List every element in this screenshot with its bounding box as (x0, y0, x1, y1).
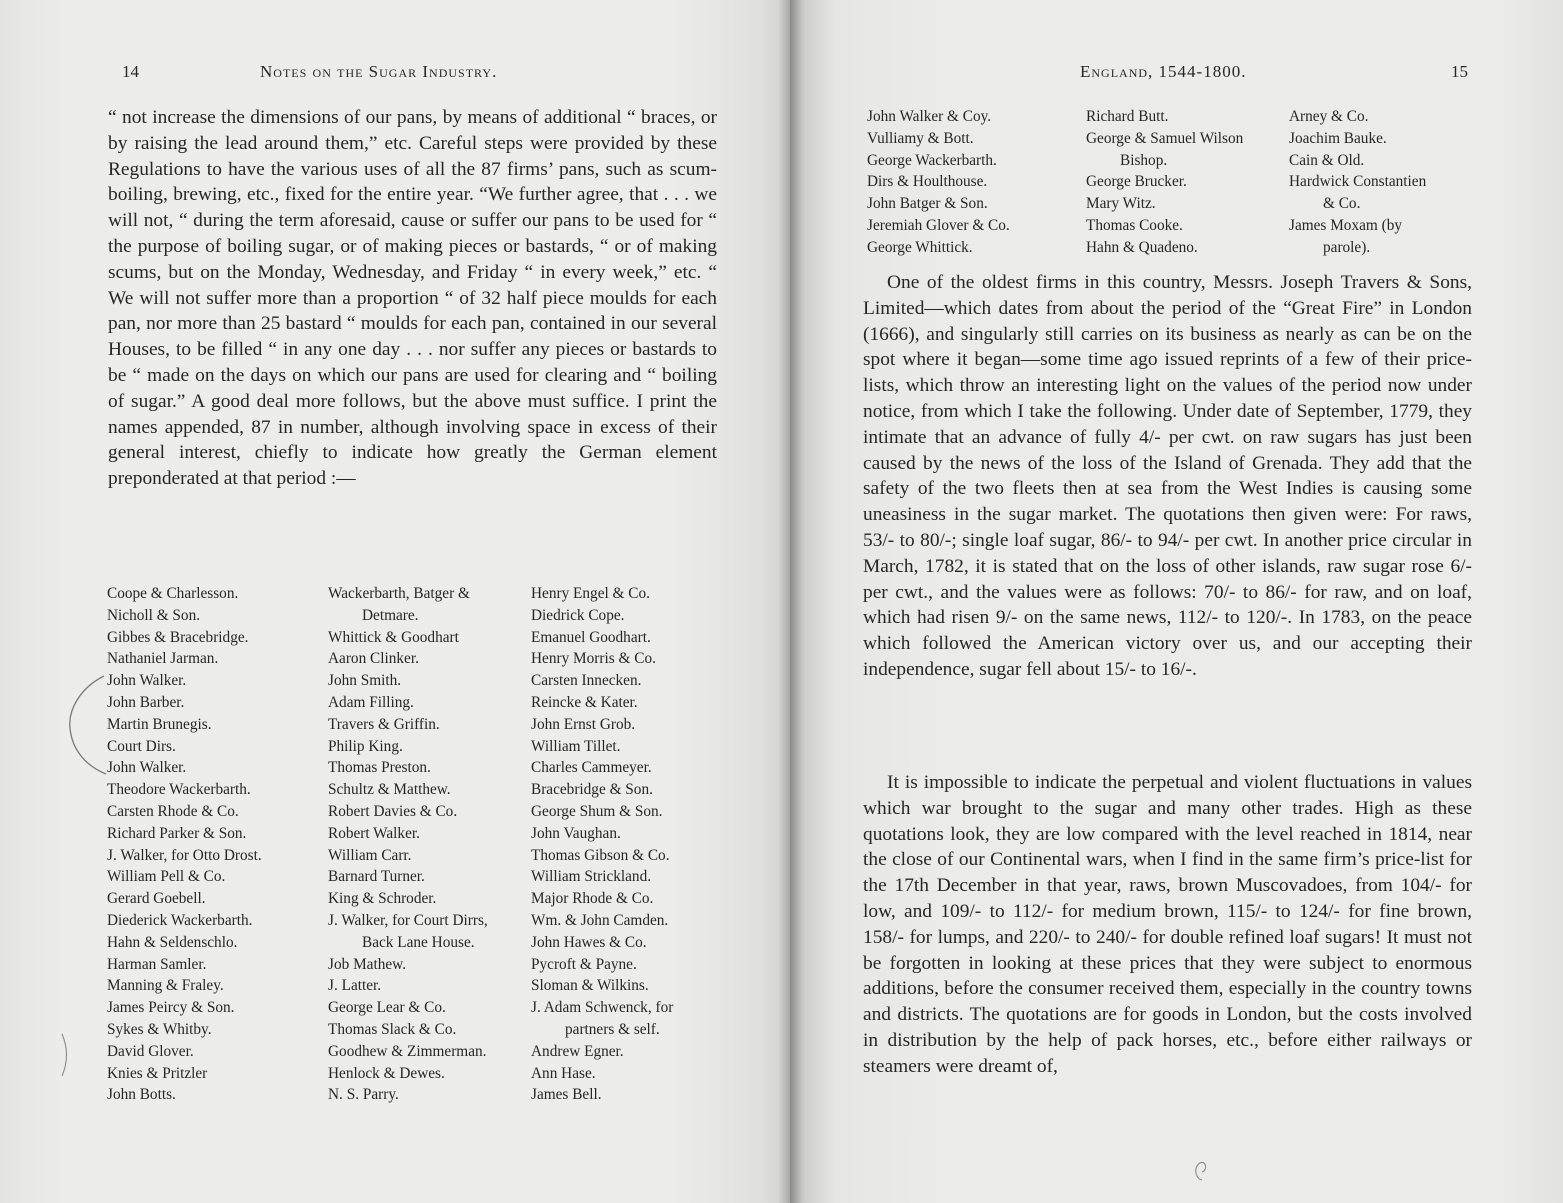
name-entry: J. Adam Schwenck, for (531, 999, 674, 1017)
name-entry: William Carr. (328, 846, 412, 864)
pencil-scribble-mark (1190, 1158, 1212, 1184)
right-page (790, 0, 1563, 1203)
name-entry: Thomas Cooke. (1086, 216, 1183, 234)
left-running-title: Notes on the Sugar Industry. (260, 62, 498, 81)
name-entry-continuation: & Co. (1323, 195, 1361, 213)
left-body-paragraph: “ not increase the dimensions of our pans, by means of additional “ braces, or by raising the lead around them,” etc. Careful steps were provided by these Regulations to have the various uses of all the 87 firms’ pans, such as scum-boiling, brewing, etc., fixed for the entire year. “We further agree, that . . . we will not, “ during the term aforesaid, cause or suffer our pans to be used for “ the purpose of boiling sugar, or of making pieces or bastards, “ or of making scums, but on the Monday, Wednesday, and Friday “ in every week,” etc. “ We will not suffer more than a proportion “ of 32 half piece moulds for each pan, nor more than 25 bastard “ moulds for each pan, contained in our several Houses, to be filled “ in any one day . . . nor suffer any pieces or bastards to be “ made on the days on which our pans are used for clearing and “ boiling of sugar.” A good deal more follows, but the above must suffice. I print the names appended, 87 in number, although involving space in excess of their general interest, chiefly to indicate how greatly the German element preponderated at that period :— (108, 107, 717, 490)
name-entry: Thomas Slack & Co. (328, 1020, 457, 1038)
name-entry: Philip King. (328, 737, 403, 755)
names-column-1 (107, 583, 262, 1106)
name-entry: Jeremiah Glover & Co. (867, 216, 1010, 234)
name-entry: Robert Walker. (328, 824, 420, 842)
name-entry-continuation: Bishop. (1120, 151, 1168, 169)
name-entry: John Vaughan. (531, 824, 621, 842)
name-entry: William Strickland. (531, 868, 652, 886)
name-entry: Gibbes & Bracebridge. (107, 628, 249, 646)
name-entry: Sykes & Whitby. (107, 1020, 212, 1038)
name-entry: James Bell. (531, 1086, 602, 1104)
name-entry: Thomas Gibson & Co. (531, 846, 670, 864)
name-entry: John Walker. (107, 672, 187, 690)
name-entry: George Whittick. (867, 238, 973, 256)
name-entry: George Shum & Son. (531, 802, 663, 820)
name-entry: Dirs & Houlthouse. (867, 173, 988, 191)
name-entry: Adam Filling. (328, 693, 414, 711)
name-entry: Diedrick Cope. (531, 606, 625, 624)
name-entry: James Peircy & Son. (107, 999, 235, 1017)
name-entry: John Hawes & Co. (531, 933, 647, 951)
name-entry: Mary Witz. (1086, 195, 1156, 213)
names-column-6 (1289, 106, 1426, 259)
name-entry: George Lear & Co. (328, 999, 446, 1017)
name-entry: John Walker & Coy. (867, 108, 992, 125)
name-entry: Carsten Rhode & Co. (107, 802, 239, 820)
name-entry: Henlock & Dewes. (328, 1064, 445, 1082)
name-entry: Barnard Turner. (328, 868, 425, 886)
name-entry: Robert Davies & Co. (328, 802, 458, 820)
pencil-stroke-mark (58, 1030, 72, 1080)
name-entry: King & Schroder. (328, 890, 437, 908)
name-entry: Nathaniel Jarman. (107, 650, 219, 668)
name-entry: Bracebridge & Son. (531, 781, 653, 799)
name-entry: Pycroft & Payne. (531, 955, 637, 973)
name-entry: Whittick & Goodhart (328, 628, 459, 646)
name-entry: Reincke & Kater. (531, 693, 638, 711)
name-entry: N. S. Parry. (328, 1086, 399, 1104)
name-entry: Goodhew & Zimmerman. (328, 1042, 487, 1060)
name-entry: Knies & Pritzler (107, 1064, 208, 1082)
name-entry: Charles Cammeyer. (531, 759, 652, 777)
right-running-title: England, 1544-1800. (1080, 62, 1247, 81)
name-entry: James Moxam (by (1289, 216, 1403, 234)
name-entry: Martin Brunegis. (107, 715, 212, 733)
name-entry: Wm. & John Camden. (531, 911, 669, 929)
name-entry: George Wackerbarth. (867, 151, 997, 169)
name-entry: Richard Butt. (1086, 108, 1169, 125)
names-column-2 (328, 583, 488, 1106)
name-entry: Joachim Bauke. (1289, 129, 1387, 147)
name-entry: John Walker. (107, 759, 187, 777)
name-entry: Henry Engel & Co. (531, 585, 650, 602)
right-page-number: 15 (1451, 62, 1468, 81)
name-entry: Aaron Clinker. (328, 650, 419, 668)
name-entry-continuation: partners & self. (565, 1020, 660, 1038)
name-entry: John Barber. (107, 693, 185, 711)
name-entry: David Glover. (107, 1042, 194, 1060)
name-entry: Emanuel Goodhart. (531, 628, 651, 646)
name-entry: William Tillet. (531, 737, 621, 755)
name-entry: Diederick Wackerbarth. (107, 911, 253, 929)
name-entry: John Smith. (328, 672, 402, 690)
name-entry: Hahn & Seldenschlo. (107, 933, 238, 951)
name-entry: Henry Morris & Co. (531, 650, 656, 668)
name-entry: Coope & Charlesson. (107, 585, 239, 602)
name-entry: Carsten Innecken. (531, 672, 642, 690)
name-entry: Gerard Goebell. (107, 890, 206, 908)
name-entry: Cain & Old. (1289, 151, 1365, 169)
name-entry: J. Walker, for Otto Drost. (107, 846, 262, 864)
name-entry: Sloman & Wilkins. (531, 977, 649, 995)
name-entry: John Botts. (107, 1086, 176, 1104)
name-entry: Arney & Co. (1289, 108, 1369, 125)
name-entry: Nicholl & Son. (107, 606, 201, 624)
name-entry: John Ernst Grob. (531, 715, 636, 733)
name-entry: Ann Hase. (531, 1064, 596, 1082)
name-entry: Richard Parker & Son. (107, 824, 247, 842)
name-entry: Schultz & Matthew. (328, 781, 451, 799)
name-entry: John Batger & Son. (867, 195, 988, 213)
name-entry: J. Latter. (328, 977, 382, 995)
name-entry: William Pell & Co. (107, 868, 226, 886)
name-entry-continuation: Back Lane House. (362, 933, 475, 951)
pencil-bracket-mark (58, 670, 118, 780)
name-entry-continuation: parole). (1323, 238, 1371, 256)
name-entry: Vulliamy & Bott. (867, 129, 974, 147)
names-column-5 (1086, 106, 1243, 259)
names-column-3 (531, 583, 673, 1106)
name-entry: Hardwick Constantien (1289, 173, 1427, 191)
name-entry: Wackerbarth, Batger & (328, 585, 470, 602)
left-page-number: 14 (122, 62, 139, 81)
name-entry: Manning & Fraley. (107, 977, 224, 995)
name-entry: Court Dirs. (107, 737, 176, 755)
name-entry: Travers & Griffin. (328, 715, 440, 733)
right-body-paragraph-2: It is impossible to indicate the perpetual and violent fluctuations in values which war brought to the sugar and many other trades. High as these quotations look, they are low compared with the level reached in 1814, near the close of our Continental wars, when I find in the same firm’s price-list for the 17th December in that year, raws, brown Muscovadoes, from 104/- for low, and 109/- to 112/- for medium brown, 115/- to 124/- for fine brown, 158/- for lumps, and 220/- to 240/- for double refined loaf sugars! It must not be forgotten in looking at these prices that they were subject to enormous additions, before the consumer received them, especially in the country towns and districts. The quotations are for goods in London, but the costs involved in distribution by the help of pack horses, etc., before either railways or steamers were dreamt of, (863, 772, 1472, 1077)
name-entry: George & Samuel Wilson (1086, 129, 1244, 147)
name-entry-continuation: Detmare. (362, 606, 419, 624)
right-running-head (884, 62, 1468, 86)
left-running-head (122, 62, 718, 86)
name-entry: Andrew Egner. (531, 1042, 624, 1060)
name-entry: Thomas Preston. (328, 759, 431, 777)
name-entry: Job Mathew. (328, 955, 407, 973)
name-entry: Major Rhode & Co. (531, 890, 654, 908)
right-body-paragraph-1: One of the oldest firms in this country, Messrs. Joseph Travers & Sons, Limited—which dates from about the period of the “Great Fire” in London (1666), and singularly still carries on its business as nearly as can be on the spot where it began—some time ago issued reprints of a few of their price-lists, which throw an interesting light on the values of the period now under notice, from which I take the following. Under date of September, 1779, they intimate that an advance of fully 4/- per cwt. on raw sugars has just been caused by the news of the loss of the Island of Grenada. They add that the safety of the two fleets then at sea from the West Indies is causing some uneasiness in the sugar market. The quotations then given were: For raws, 53/- to 80/-; single loaf sugar, 86/- to 94/- per cwt. In another price circular in March, 1782, it is stated that on the loss of other islands, raw sugar rose 6/- per cwt., and the values were as follows: 70/- to 86/- for raw, and on loaf, which had risen 9/- on the same news, 112/- to 120/-. In 1783, on the peace which followed the American victory over us, and our accepting their independence, sugar fell about 15/- to 16/-. (863, 272, 1472, 680)
name-entry: George Brucker. (1086, 173, 1187, 191)
name-entry: Hahn & Quadeno. (1086, 238, 1198, 256)
name-entry: J. Walker, for Court Dirrs, (328, 911, 488, 929)
names-column-4 (867, 106, 1010, 259)
name-entry: Harman Samler. (107, 955, 207, 973)
book-gutter-shadow (778, 0, 802, 1203)
name-entry: Theodore Wackerbarth. (107, 781, 251, 799)
